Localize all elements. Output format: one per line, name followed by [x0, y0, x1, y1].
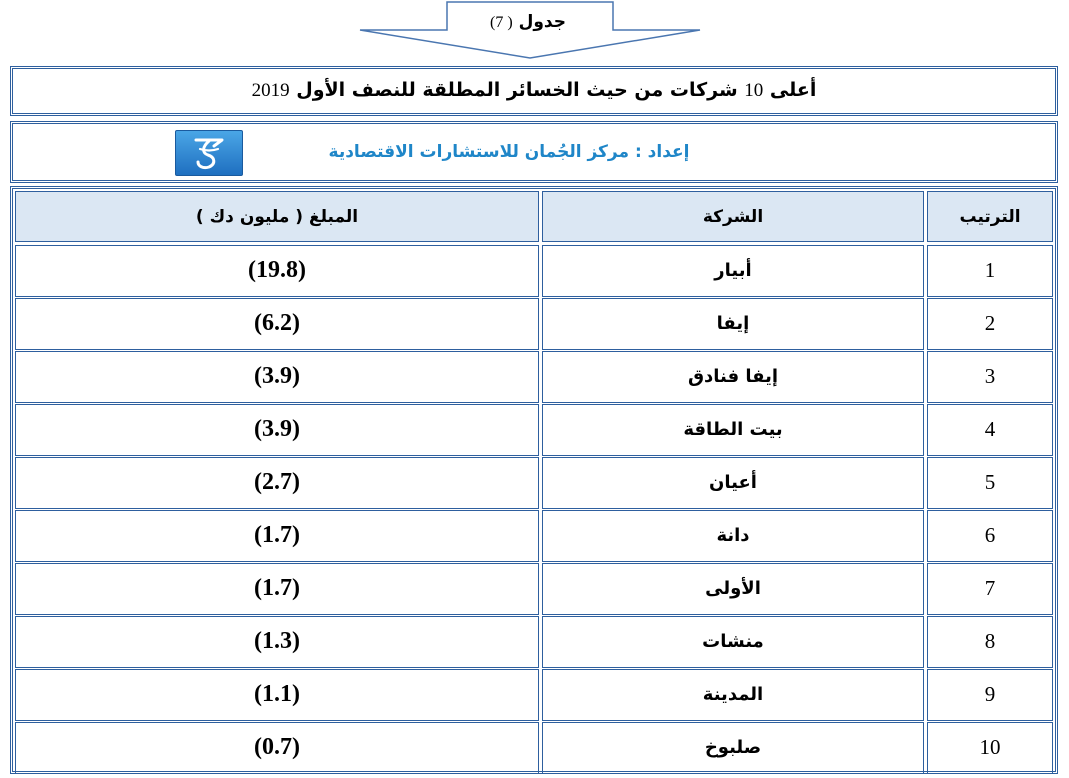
table-row	[15, 404, 1053, 456]
table-row	[15, 298, 1053, 350]
cell-company: أبيار	[542, 245, 924, 297]
cell-company: دانة	[542, 510, 924, 562]
header-company: الشركة	[542, 191, 924, 242]
cell-amount: (0.7)	[15, 722, 539, 774]
cell-amount: (1.1)	[15, 669, 539, 721]
cell-company: صلبوخ	[542, 722, 924, 774]
table-row	[15, 722, 1053, 774]
table-grid	[15, 191, 1053, 769]
header-amount: المبلغ ( مليون دك )	[15, 191, 539, 242]
table-row	[15, 245, 1053, 297]
table-caption	[448, 12, 608, 32]
cell-rank: 4	[927, 404, 1053, 456]
table-row	[15, 669, 1053, 721]
cell-rank: 6	[927, 510, 1053, 562]
title-year: 2019	[251, 80, 290, 101]
cell-company: إيفا فنادق	[542, 351, 924, 403]
cell-rank: 7	[927, 563, 1053, 615]
cell-amount: (2.7)	[15, 457, 539, 509]
table-caption-word: جدول	[518, 12, 566, 32]
aljoman-logo	[175, 130, 243, 176]
credit-box	[10, 121, 1058, 183]
cell-amount: (19.8)	[15, 245, 539, 297]
cell-rank: 9	[927, 669, 1053, 721]
credit-text: إعداد : مركز الجُمان للاستشارات الاقتصادية	[328, 142, 690, 162]
table-row	[15, 616, 1053, 668]
title-prefix: أعلى	[769, 79, 817, 101]
cell-amount: (1.7)	[15, 510, 539, 562]
table-row	[15, 457, 1053, 509]
table-row	[15, 510, 1053, 562]
table-row	[15, 351, 1053, 403]
table-row	[15, 563, 1053, 615]
cell-rank: 2	[927, 298, 1053, 350]
cell-rank: 8	[927, 616, 1053, 668]
cell-amount: (1.3)	[15, 616, 539, 668]
cell-company: الأولى	[542, 563, 924, 615]
cell-company: إيفا	[542, 298, 924, 350]
cell-rank: 3	[927, 351, 1053, 403]
cell-company: بيت الطاقة	[542, 404, 924, 456]
data-table	[10, 186, 1058, 774]
cell-rank: 10	[927, 722, 1053, 774]
cell-company: منشات	[542, 616, 924, 668]
cell-amount: (6.2)	[15, 298, 539, 350]
cell-rank: 1	[927, 245, 1053, 297]
header-rank: الترتيب	[927, 191, 1053, 242]
cell-company: أعيان	[542, 457, 924, 509]
cell-company: المدينة	[542, 669, 924, 721]
title-middle: شركات من حيث الخسائر المطلقة للنصف الأول	[296, 79, 738, 101]
cell-amount: (1.7)	[15, 563, 539, 615]
cell-amount: (3.9)	[15, 404, 539, 456]
cell-rank: 5	[927, 457, 1053, 509]
title-box	[10, 66, 1058, 116]
table-header-row	[15, 191, 1053, 242]
title-count: 10	[744, 80, 764, 101]
page-title	[13, 79, 1055, 102]
cell-amount: (3.9)	[15, 351, 539, 403]
table-caption-number: ( 7)	[490, 14, 513, 31]
table-caption-arrow	[350, 0, 710, 62]
logo-mark-icon	[176, 131, 242, 175]
